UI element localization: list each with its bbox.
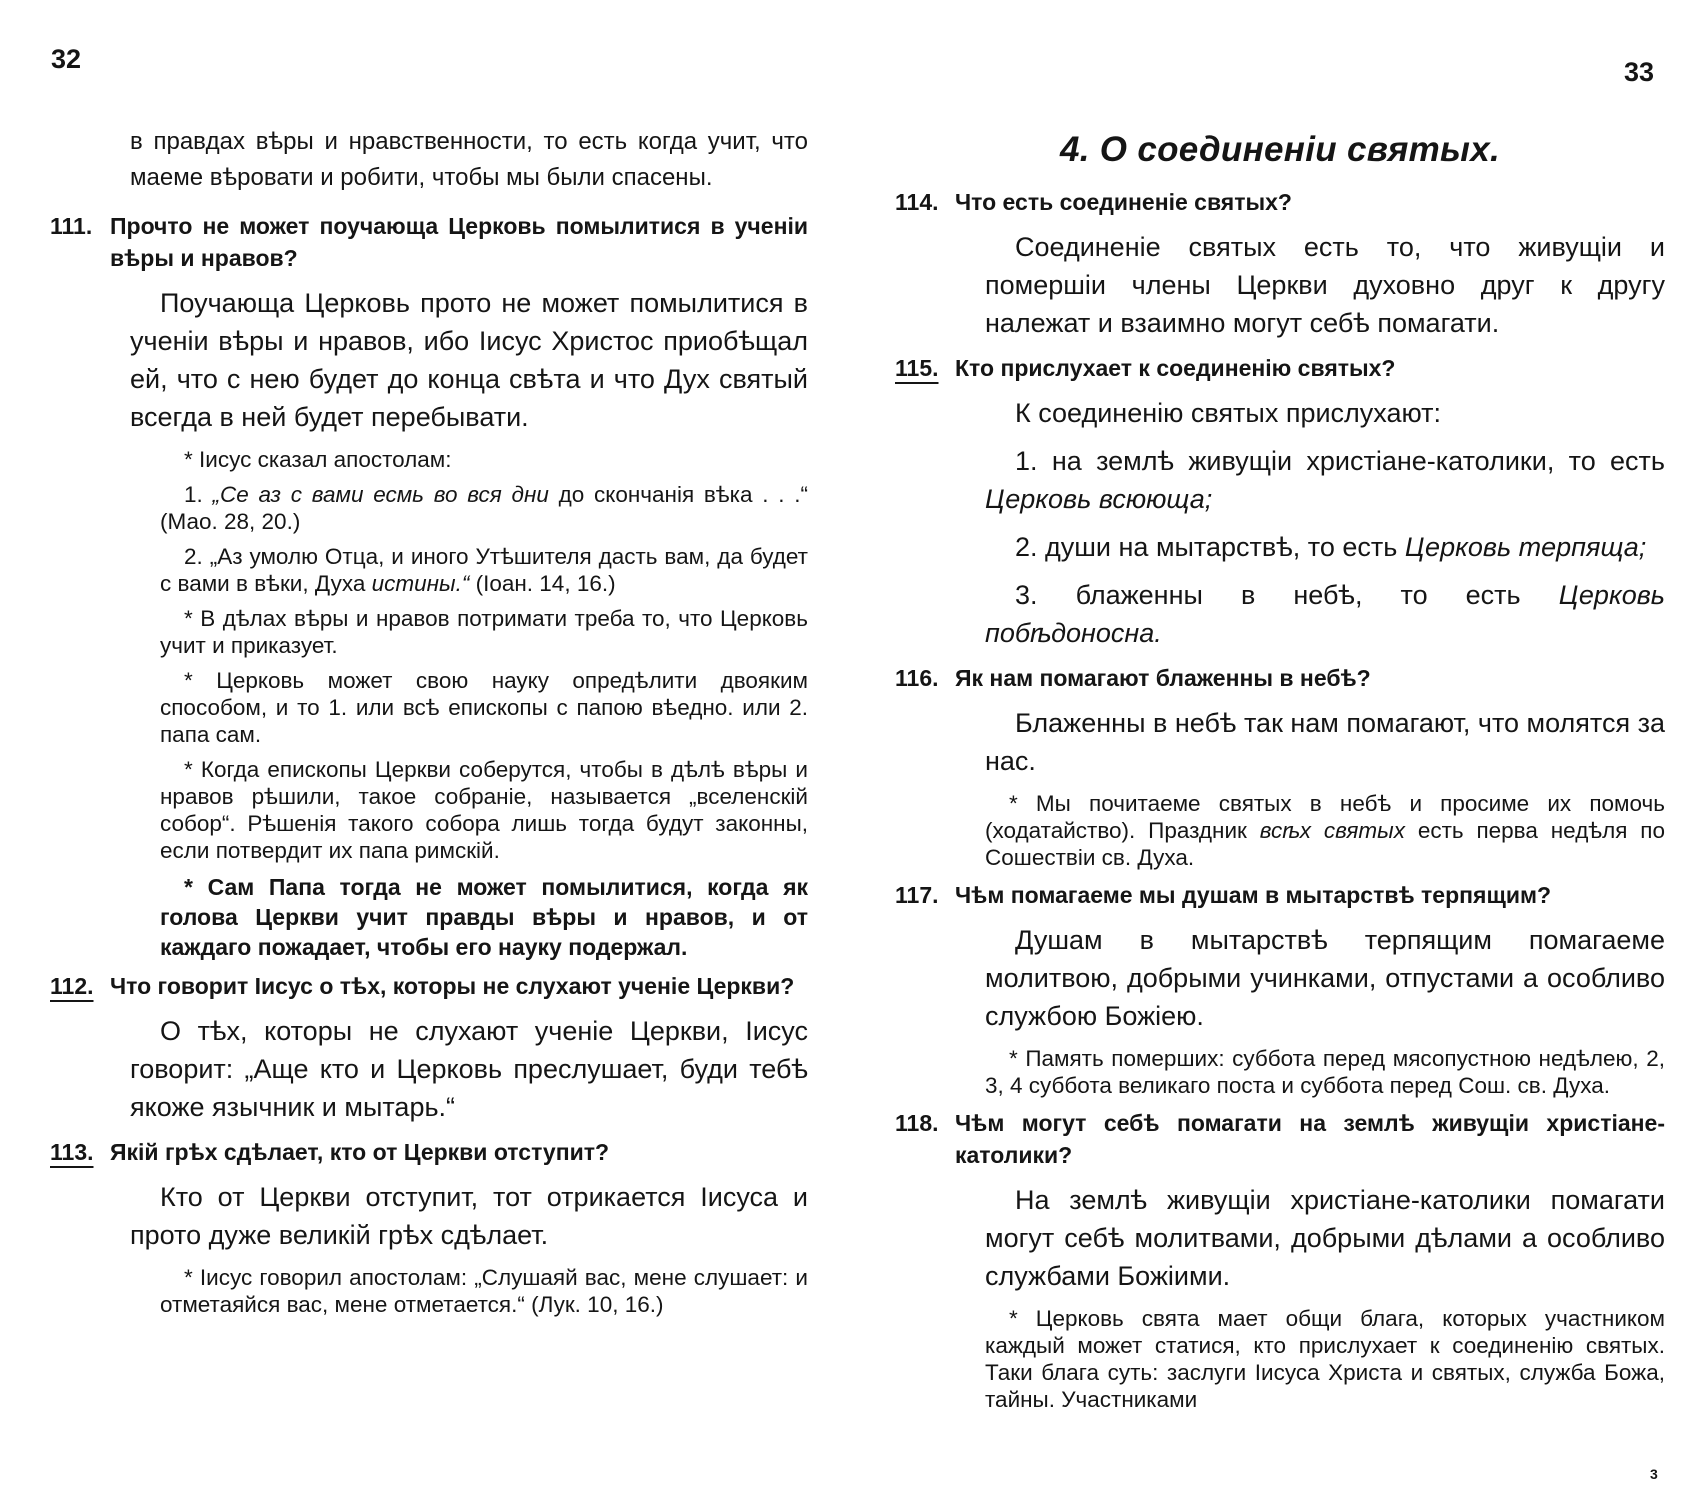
question-number: 118. [895, 1110, 939, 1136]
question-number: 115. [895, 355, 939, 381]
question-text: Чѣм могут себѣ помагати на землѣ живущіи христіане-католики? [955, 1110, 1665, 1168]
question-text: Кто прислухает к соединенію святых? [955, 355, 1396, 381]
note-111-intro: * Іисус сказал апостолам: [184, 447, 452, 472]
question-text: Что есть соединеніе святых? [955, 189, 1292, 215]
question-number: 117. [895, 882, 939, 908]
question-text: Якій грѣх сдѣлает, кто от Церкви отступит? [110, 1139, 610, 1165]
question-115 [895, 352, 1665, 384]
right-page [880, 0, 1700, 1500]
question-112 [50, 970, 808, 1002]
question-111 [50, 210, 808, 274]
answer-116: Блаженны в небѣ так нам помагают, что молятся за нас. [985, 708, 1665, 776]
answer-115-item-3: 3. блаженны в небѣ, то есть Церковь побѣдоносна. [985, 580, 1665, 648]
question-number: 113. [50, 1139, 94, 1165]
page-number-left: 32 [51, 44, 82, 74]
continued-paragraph: в правдах вѣры и нравственности, то есть когда учит, что маеме вѣровати и робити, чтобы мы были спасены. [130, 128, 808, 191]
question-117 [895, 879, 1665, 911]
question-text: Як нам помагают блаженны в небѣ? [955, 665, 1371, 691]
note-117: * Память померших: суббота перед мясопустною недѣлею, 2, 3, 4 суббота великаго поста и суббота перед Сош. св. Духа. [985, 1046, 1665, 1098]
signature-mark: 3 [1650, 1466, 1658, 1482]
answer-112: О тѣх, которы не слухают ученіе Церкви, Іисус говорит: „Аще кто и Церковь преслушает, буди тебѣ якоже язычник и мытарь.“ [130, 1016, 808, 1122]
note-111-quote-2: 2. „Аз умолю Отца, и иного Утѣшителя дасть вам, да будет с вами в вѣки, Духа истины.“ (Іоан. 14, 16.) [160, 544, 808, 596]
question-114 [895, 186, 1665, 218]
note-111-pope: * Сам Папа тогда не может помылитися, когда як голова Церкви учит правды вѣры и нравов, и от каждаго пожадает, чтобы его науку подержал. [160, 874, 808, 960]
answer-118: На землѣ живущіи христіане-католики помагати могут себѣ молитвами, добрыми дѣлами а особливо службами Божіими. [985, 1185, 1665, 1291]
question-number: 111. [50, 213, 93, 239]
question-number: 116. [895, 665, 939, 691]
answer-113: Кто от Церкви отступит, тот отрикается Іисуса и прото дуже великій грѣх сдѣлает. [130, 1182, 808, 1250]
page-number-right: 33 [1624, 57, 1655, 87]
note-111-faith-matters: * В дѣлах вѣры и нравов потримати треба то, что Церковь учит и приказует. [160, 606, 808, 658]
right-page-text [895, 130, 1665, 1421]
left-page-text [50, 124, 808, 1326]
answer-114: Соединеніе святых есть то, что живущіи и помершіи члены Церкви духовно друг к другу належат и взаимно могут себѣ помагати. [985, 232, 1665, 338]
question-text: Что говорит Іисус о тѣх, которы не слухают ученіе Церкви? [110, 973, 795, 999]
note-111-two-ways: * Церковь может свою науку опредѣлити двояким способом, и то 1. или всѣ епископы с папою вѣедно. или 2. папа сам. [160, 668, 808, 747]
answer-115-item-1: 1. на землѣ живущіи христіане-католики, то есть Церковь всююща; [985, 446, 1665, 514]
question-113 [50, 1136, 808, 1168]
question-text: Чѣм помагаеме мы душам в мытарствѣ терпящим? [955, 882, 1552, 908]
answer-117: Душам в мытарствѣ терпящим помагаеме молитвою, добрыми учинками, отпустами а особливо службою Божіею. [985, 925, 1665, 1031]
note-116: * Мы почитаеме святых в небѣ и просиме их помочь (ходатайство). Праздник всѣх святых есть перва недѣля по Сошествіи св. Духа. [985, 791, 1665, 870]
note-118: * Церковь свята мает общи блага, которых участником каждый может статися, кто прислухает к соединенію святых. Таки блага суть: заслуги Іисуса Христа и святых, служба Божа, тайны. Участниками [985, 1306, 1665, 1412]
note-113: * Іисус говорил апостолам: „Слушаяй вас, мене слушает: и отметаяйся вас, мене отметается.“ (Лук. 10, 16.) [160, 1265, 808, 1317]
question-116 [895, 662, 1665, 694]
answer-115-item-2: 2. души на мытарствѣ, то есть Церковь терпяща; [1015, 532, 1647, 562]
left-page [0, 0, 850, 1500]
note-111-ecumenical-council: * Когда епископы Церкви соберутся, чтобы в дѣлѣ вѣры и нравов рѣшили, такое собраніе, называется „вселенскій собор“. Рѣшенія такого собора лишь тогда будут законны, если потвердит их папа римскій. [160, 757, 808, 863]
answer-111: Поучающа Церковь прото не может помылитися в ученіи вѣры и нравов, ибо Іисус Христос приобѣщал ей, что с нею будет до конца свѣта и что Дух святый всегда в ней будет перебывати. [130, 288, 808, 432]
section-title: 4. О соединеніи святых. [1059, 130, 1501, 169]
question-number: 114. [895, 189, 939, 215]
answer-115-intro: К соединенію святых прислухают: [1015, 398, 1442, 428]
question-text: Прочто не может поучающа Церковь помылитися в ученіи вѣры и нравов? [110, 213, 808, 271]
question-118 [895, 1107, 1665, 1171]
note-111-quote-1: 1. „Се аз с вами есмь во вся дни до скончанія вѣка . . .“ (Мао. 28, 20.) [160, 482, 808, 534]
question-number: 112. [50, 973, 94, 999]
